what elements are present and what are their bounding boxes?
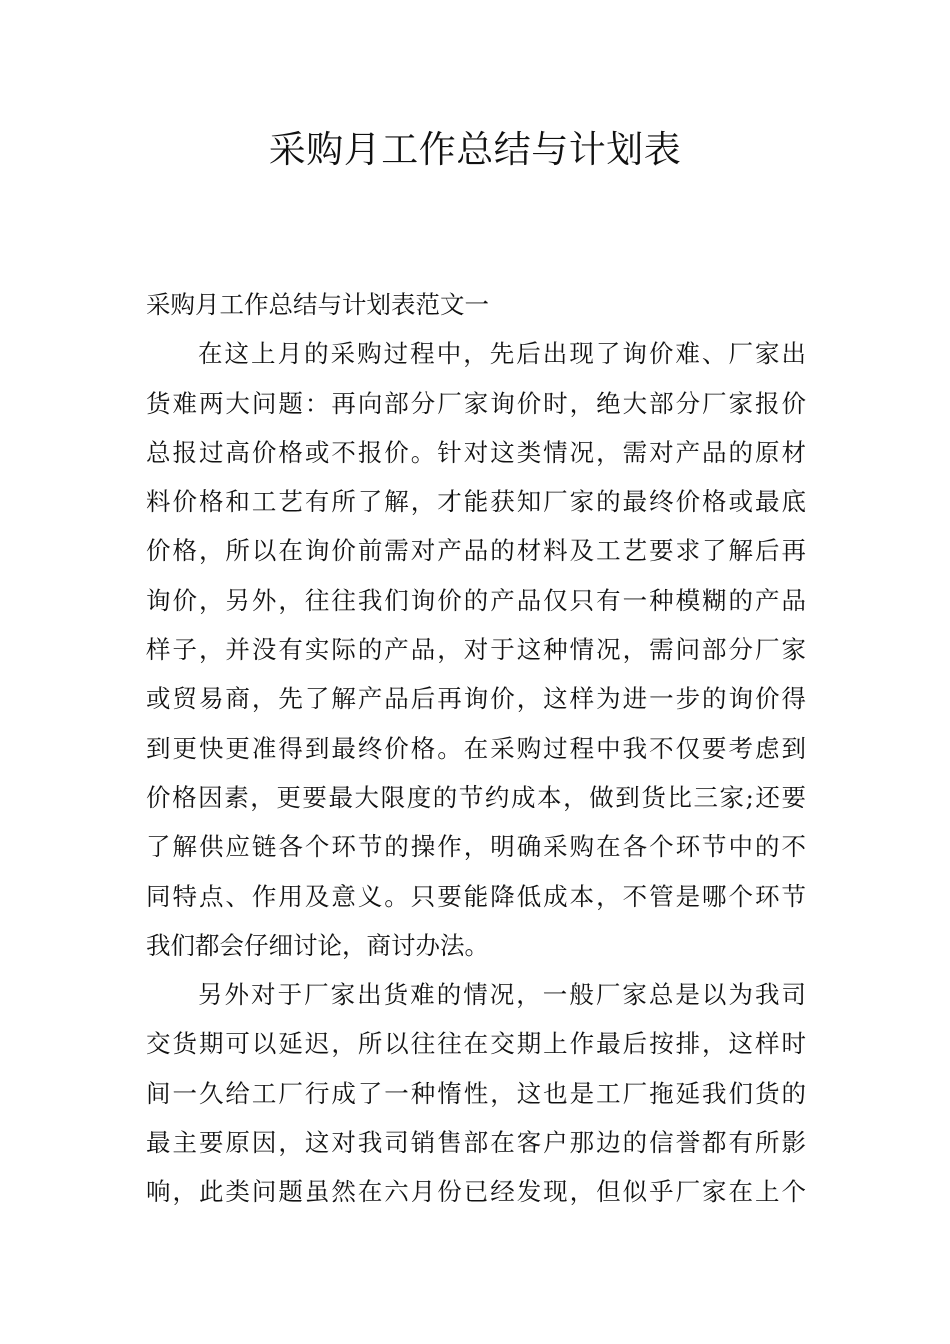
- document-subtitle: 采购月工作总结与计划表范文一: [146, 290, 489, 319]
- paragraph-2: [146, 970, 806, 1216]
- paragraph-line: 了解供应链各个环节的操作，明确采购在各个环节中的不: [146, 832, 806, 862]
- paragraph-line: 总报过高价格或不报价。针对这类情况，需对产品的原材: [146, 437, 806, 467]
- paragraph-line: 同特点、作用及意义。只要能降低成本，不管是哪个环节: [146, 881, 806, 911]
- paragraph-line: 价格，所以在询价前需对产品的材料及工艺要求了解后再: [146, 536, 806, 566]
- paragraph-line: 样子，并没有实际的产品，对于这种情况，需问部分厂家: [146, 635, 806, 665]
- paragraph-line: 响，此类问题虽然在六月份已经发现，但似乎厂家在上个: [146, 1177, 806, 1207]
- paragraph-line: 最主要原因，这对我司销售部在客户那边的信誉都有所影: [146, 1128, 806, 1158]
- paragraph-line: 询价，另外，往往我们询价的产品仅只有一种模糊的产品: [146, 585, 806, 615]
- paragraph-line: 我们都会仔细讨论，商讨办法。: [146, 930, 489, 960]
- paragraph-line: 间一久给工厂行成了一种惰性，这也是工厂拖延我们货的: [146, 1078, 806, 1108]
- paragraph-line: 货难两大问题：再向部分厂家询价时，绝大部分厂家报价: [146, 388, 806, 418]
- paragraph-line: 另外对于厂家出货难的情况，一般厂家总是以为我司: [198, 980, 806, 1010]
- paragraph-line: 料价格和工艺有所了解，才能获知厂家的最终价格或最底: [146, 487, 806, 517]
- paragraph-line: 或贸易商，先了解产品后再询价，这样为进一步的询价得: [146, 684, 806, 714]
- paragraph-1: [146, 329, 806, 970]
- document-title: 采购月工作总结与计划表: [268, 128, 682, 171]
- paragraph-line: 交货期可以延迟，所以往往在交期上作最后按排，这样时: [146, 1029, 806, 1059]
- paragraph-line: 到更快更准得到最终价格。在采购过程中我不仅要考虑到: [146, 733, 806, 763]
- document-body: [146, 280, 806, 1217]
- paragraph-line: 在这上月的采购过程中，先后出现了询价难、厂家出: [198, 339, 806, 369]
- paragraph-line: 价格因素，更要最大限度的节约成本，做到货比三家;还要: [146, 782, 806, 812]
